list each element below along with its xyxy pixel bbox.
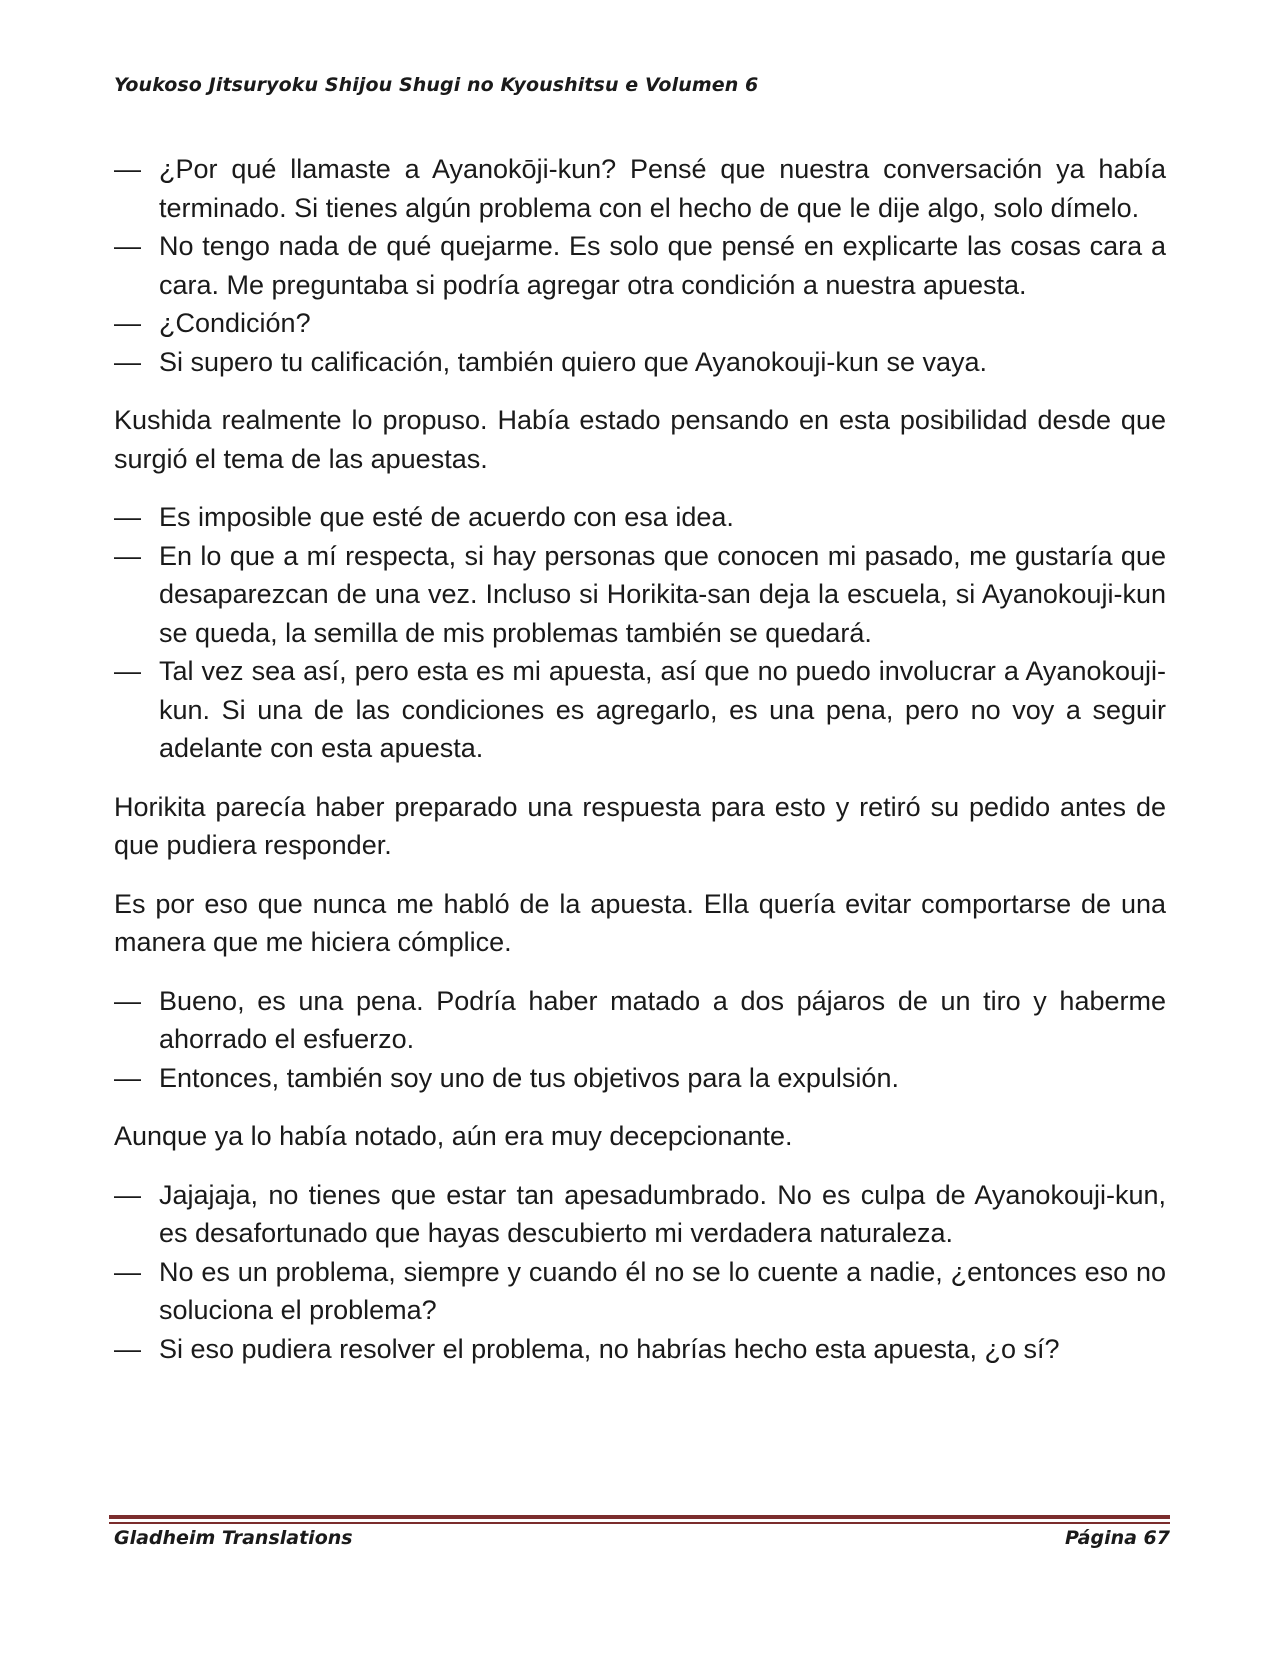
dialog-text: No es un problema, siempre y cuando él no se lo cuente a nadie, ¿entonces eso no soluciona el problema? [159, 1256, 1166, 1325]
dialog-line [114, 1176, 1166, 1253]
dialog-dash: — [114, 1333, 141, 1364]
dialog-block-2 [114, 498, 1166, 768]
dialog-text: Tal vez sea así, pero esta es mi apuesta, así que no puedo involucrar a Ayanokouji-kun. Si una de las condiciones es agregarlo, es una pena, pero no voy a seguir adelante con esta apuesta. [159, 656, 1166, 763]
dialog-dash: — [114, 154, 141, 184]
dialog-dash: — [114, 985, 141, 1016]
dialog-text: Jajajaja, no tienes que estar tan apesadumbrado. No es culpa de Ayanokouji-kun, es desafortunado que hayas descubierto mi verdadera naturaleza. [159, 1179, 1166, 1248]
footer-rule-thick [109, 1515, 1170, 1519]
dialog-text: Bueno, es una pena. Podría haber matado a dos pájaros de un tiro y haberme ahorrado el esfuerzo. [159, 985, 1166, 1054]
dialog-line [114, 1330, 1166, 1369]
page-body [114, 150, 1166, 1388]
dialog-text: Entonces, también soy uno de tus objetivos para la expulsión. [159, 1062, 899, 1093]
page-number: Página 67 [1064, 1527, 1170, 1549]
dialog-line [114, 982, 1166, 1059]
narrative-paragraph: Kushida realmente lo propuso. Había estado pensando en esta posibilidad desde que surgió el tema de las apuestas. [114, 405, 1166, 474]
narrative-paragraph: Horikita parecía haber preparado una respuesta para esto y retiró su pedido antes de que pudiera responder. [114, 791, 1166, 860]
dialog-line [114, 498, 1166, 537]
dialog-line [114, 1253, 1166, 1330]
dialog-dash: — [114, 502, 141, 532]
dialog-block-3 [114, 982, 1166, 1098]
dialog-dash: — [114, 308, 141, 338]
footer-credit: Gladheim Translations [114, 1527, 353, 1549]
dialog-dash: — [114, 1256, 141, 1287]
dialog-text: Si eso pudiera resolver el problema, no habrías hecho esta apuesta, ¿o sí? [159, 1333, 1060, 1364]
dialog-dash: — [114, 540, 141, 571]
dialog-text: ¿Por qué llamaste a Ayanokōji-kun? Pensé que nuestra conversación ya había terminado. Si tienes algún problema con el hecho de que le dije algo, solo dímelo. [159, 154, 1166, 223]
narrative-paragraph: Es por eso que nunca me habló de la apuesta. Ella quería evitar comportarse de una manera que me hiciera cómplice. [114, 888, 1166, 957]
dialog-line [114, 227, 1166, 304]
narrative-paragraph: Aunque ya lo había notado, aún era muy decepcionante. [114, 1121, 793, 1151]
dialog-line [114, 343, 1166, 382]
dialog-text: En lo que a mí respecta, si hay personas que conocen mi pasado, me gustaría que desaparezcan de una vez. Incluso si Horikita-san deja la escuela, si Ayanokouji-kun se queda, la semilla de mis problemas también se quedará. [159, 540, 1166, 648]
footer-rule-thin [109, 1522, 1170, 1524]
dialog-dash: — [114, 1179, 141, 1210]
running-header: Youkoso Jitsuryoku Shijou Shugi no Kyoushitsu e Volumen 6 [114, 74, 759, 96]
dialog-dash: — [114, 1062, 141, 1093]
dialog-dash: — [114, 231, 141, 261]
dialog-text: No tengo nada de qué quejarme. Es solo que pensé en explicarte las cosas cara a cara. Me preguntaba si podría agregar otra condición a nuestra apuesta. [159, 231, 1166, 300]
dialog-line [114, 1059, 1166, 1098]
dialog-text: Es imposible que esté de acuerdo con esa idea. [159, 502, 734, 532]
dialog-dash: — [114, 656, 141, 686]
footer-divider [109, 1515, 1170, 1525]
dialog-line [114, 304, 1166, 343]
dialog-block-4 [114, 1176, 1166, 1369]
dialog-text: Si supero tu calificación, también quiero que Ayanokouji-kun se vaya. [159, 346, 987, 377]
dialog-text: ¿Condición? [159, 308, 311, 338]
dialog-line [114, 652, 1166, 768]
dialog-dash: — [114, 346, 141, 377]
dialog-line [114, 537, 1166, 653]
dialog-block-1 [114, 150, 1166, 381]
dialog-line [114, 150, 1166, 227]
